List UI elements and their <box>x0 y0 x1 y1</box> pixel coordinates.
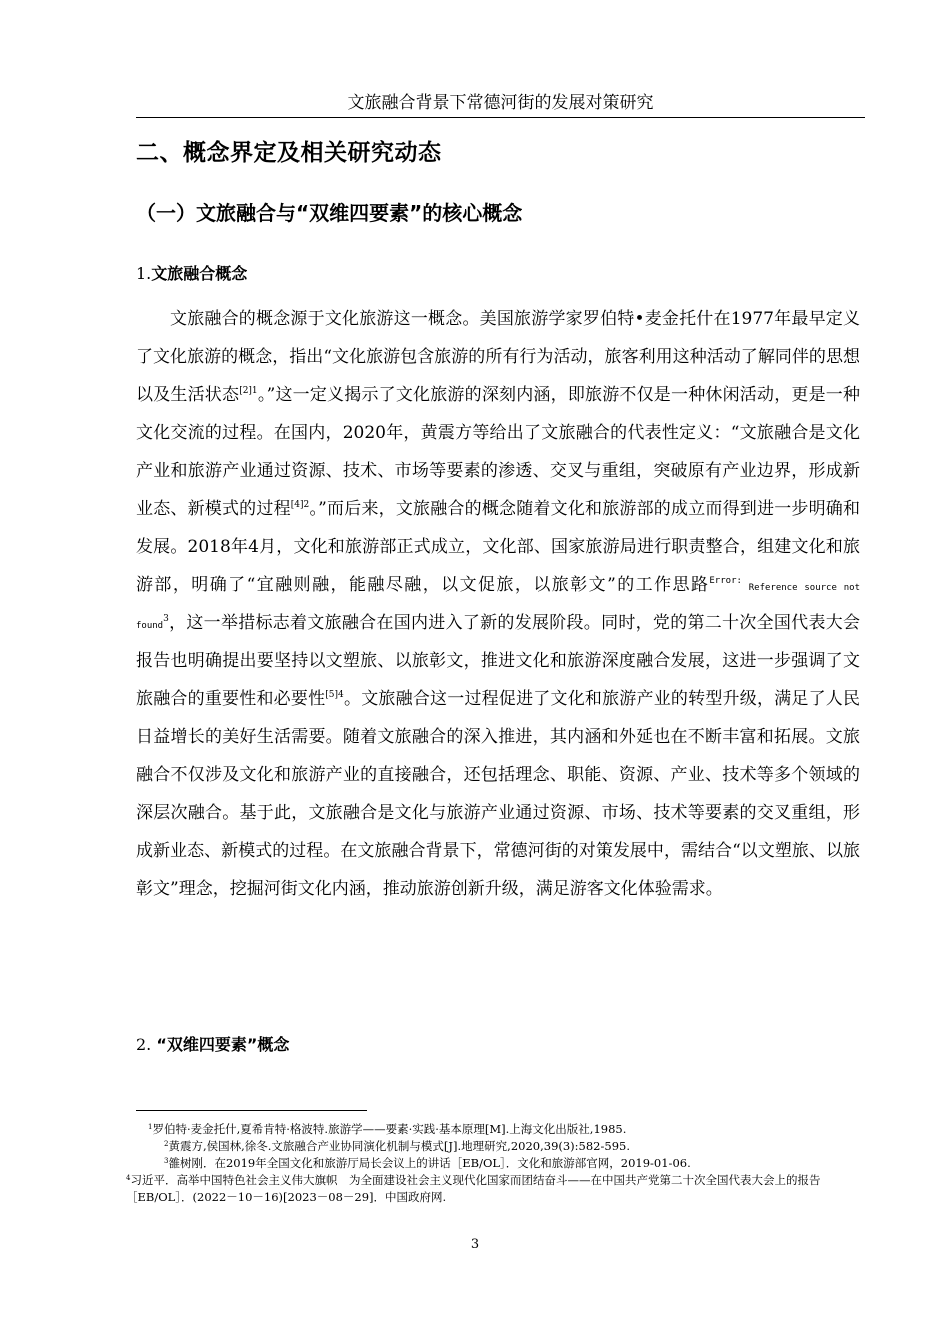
subheading-2 <box>136 1033 289 1057</box>
para-sentence-1: 文旅融合的概念源于文化旅游这一概念。美国旅游学家罗伯特•麦金托什在1977年最早定义了文化旅游的概念，指出“文化旅游包含旅游的所有行为活动，旅客利用这种活动了解同伴的思想以及生活状态 <box>136 309 860 405</box>
page-number: 3 <box>470 1237 480 1252</box>
subheading-1-number: 1. <box>136 264 152 283</box>
section-heading: 二、概念界定及相关研究动态 <box>136 140 442 166</box>
citation-2: [4]2 <box>290 500 310 510</box>
para-sentence-4: ，这一举措标志着文旅融合在国内进入了新的发展阶段。同时，党的第二十次全国代表大会报告也明确提出要坚持以文塑旅、以旅彰文，推进文化和旅游深度融合发展，这进一步强调了文旅融合的重要性和必要性 <box>136 613 860 709</box>
broken-reference-text: Reference source not found <box>136 583 860 631</box>
footnote-text: 黄震方,侯国林,徐冬.文旅融合产业协同演化机制与模式[J].地理研究,2020,39(3):582-595. <box>168 1139 630 1153</box>
para-sentence-2: 。”这一定义揭示了文化旅游的深刻内涵，即旅游不仅是一种休闲活动，更是一种文化交流的过程。在国内，2020年，黄震方等给出了文旅融合的代表性定义：“文旅融合是文化产业和旅游产业通过资源、技术、市场等要素的渗透、交叉与重组，突破原有产业边界，形成新业态、新模式的过程 <box>136 385 860 519</box>
subsection-heading: （一）文旅融合与“双维四要素”的核心概念 <box>136 201 523 225</box>
citation-4: [5]4 <box>325 690 344 700</box>
footnote <box>126 1155 860 1172</box>
footnote-mark: 2 <box>164 1140 169 1148</box>
footnote-text: 罗伯特·麦金托什,夏希肯特·格波特.旅游学——要素·实践·基本原理[M].上海文化出版社,1985. <box>152 1122 627 1136</box>
footnote-mark: 4 <box>126 1174 131 1182</box>
footnote <box>126 1121 860 1138</box>
footnote-text: 雒树刚．在2019年全国文化和旅游厅局长会议上的讲话［EB/OL］．文化和旅游部官网，2019-01-06. <box>168 1156 691 1170</box>
footnote-mark: 3 <box>164 1157 169 1165</box>
subheading-2-number: 2. <box>136 1035 152 1054</box>
citation-3: 3 <box>163 614 169 624</box>
body-paragraph <box>136 300 860 908</box>
subheading-1 <box>136 262 247 286</box>
footnotes <box>126 1121 860 1206</box>
footnote-text: 习近平．高举中国特色社会主义伟大旗帜 为全面建设社会主义现代化国家而团结奋斗——在中国共产党第二十次全国代表大会上的报告［EB/OL］．(2022－10－16)[2023－08－29]．中国政府网. <box>126 1173 821 1204</box>
subheading-2-title: “双维四要素”概念 <box>156 1035 290 1054</box>
footnote-mark: 1 <box>148 1123 153 1131</box>
footnote-separator <box>136 1110 367 1111</box>
running-header: 文旅融合背景下常德河街的发展对策研究 <box>347 93 654 113</box>
footnote <box>126 1172 860 1206</box>
para-sentence-5: 。文旅融合这一过程促进了文化和旅游产业的转型升级，满足了人民日益增长的美好生活需要。随着文旅融合的深入推进，其内涵和外延也在不断丰富和拓展。文旅融合不仅涉及文化和旅游产业的直接融合，还包括理念、职能、资源、产业、技术等多个领域的深层次融合。基于此，文旅融合是文化与旅游产业通过资源、市场、技术等要素的交叉重组，形成新业态、新模式的过程。在文旅融合背景下，常德河街的对策发展中，需结合“以文塑旅、以旅彰文”理念，挖掘河街文化内涵，推动旅游创新升级，满足游客文化体验需求。 <box>136 689 861 899</box>
citation-1: [2]1 <box>239 386 258 396</box>
footnote <box>126 1138 860 1155</box>
header-rule <box>136 117 865 118</box>
broken-reference-error: Error: <box>709 576 742 586</box>
subheading-1-title: 文旅融合概念 <box>151 264 248 283</box>
para-sentence-3: 。”而后来，文旅融合的概念随着文化和旅游部的成立而得到进一步明确和发展。2018年4月，文化和旅游部正式成立，文化部、国家旅游局进行职责整合，组建文化和旅游部，明确了“宜融则融，能融尽融，以文促旅，以旅彰文”的工作思路 <box>136 499 860 595</box>
